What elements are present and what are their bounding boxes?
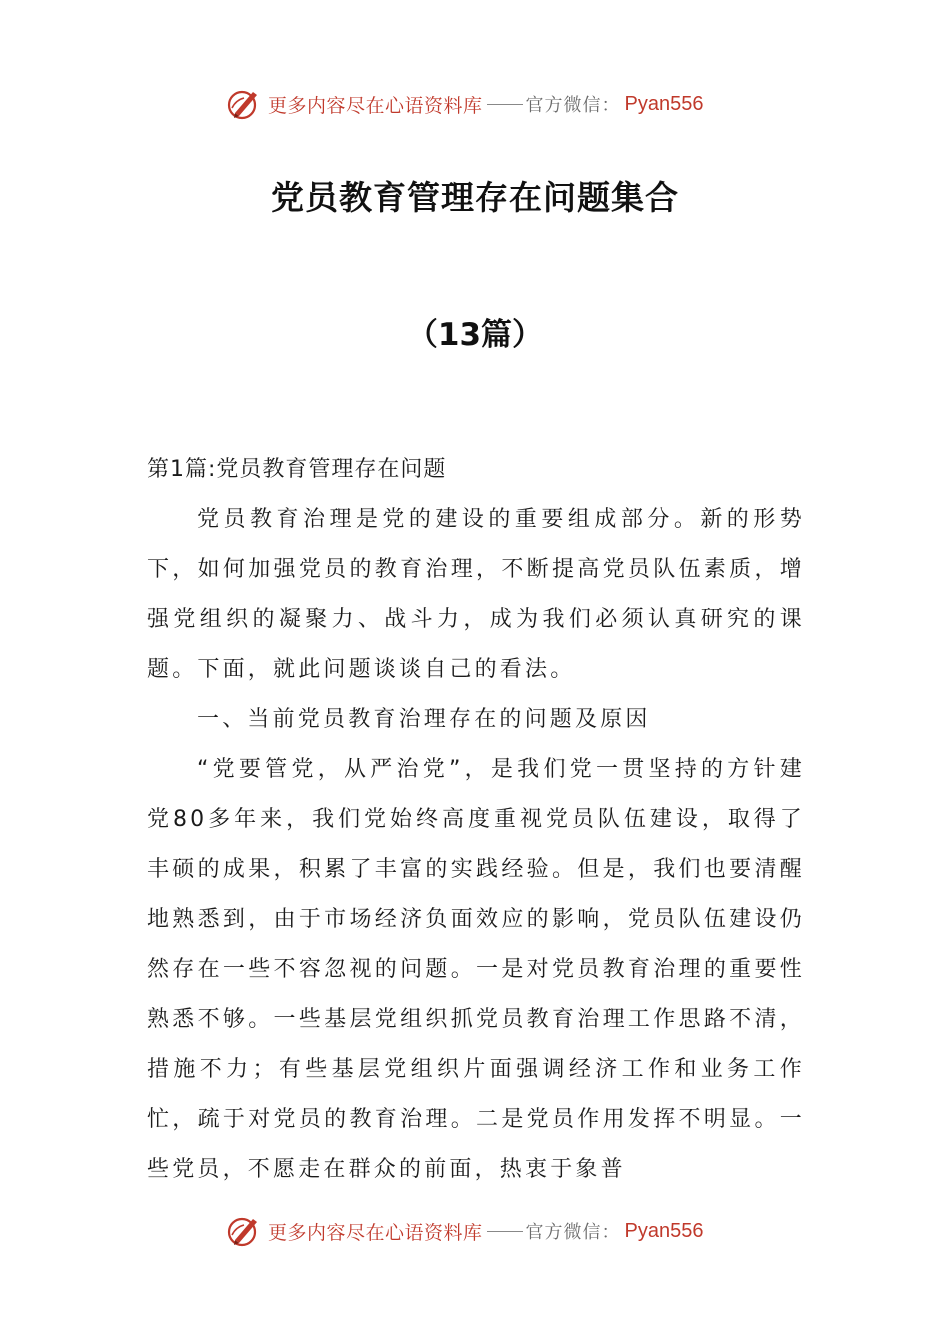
- paragraph: 党员教育治理是党的建设的重要组成部分。新的形势下，如何加强党员的教育治理，不断提高党员队伍素质，增强党组织的凝聚力、战斗力，成为我们必须认真研究的课题。下面，就此问题谈谈自己的看法。: [147, 507, 805, 682]
- banner-wechat-id: Pyan556: [624, 1219, 704, 1242]
- banner-text: 更多内容尽在心语资料库: [268, 94, 483, 117]
- pen-circle-logo-icon: [226, 86, 262, 122]
- document-subtitle: （13篇）: [406, 317, 544, 353]
- banner-separator: [487, 1231, 523, 1232]
- paragraph: “党要管党，从严治党”，是我们党一贯坚持的方针建党80多年来，我们党始终高度重视党员队伍建设，取得了丰硕的成果，积累了丰富的实践经验。但是，我们也要清醒地熟悉到，由于市场经济负面效应的影响，党员队伍建设仍然存在一些不容忽视的问题。一是对党员教育治理的重要性熟悉不够。一些基层党组织抓党员教育治理工作思路不清，措施不力；有些基层党组织片面强调经济工作和业务工作忙，疏于对党员的教育治理。二是党员作用发挥不明显。一些党员，不愿走在群众的前面，热衷于象普: [147, 757, 805, 1182]
- banner-text: 更多内容尽在心语资料库: [268, 1221, 483, 1244]
- banner-separator: [487, 104, 523, 105]
- section-heading: 第1篇:党员教育管理存在问题: [147, 457, 447, 482]
- banner-wechat-id: Pyan556: [624, 92, 704, 115]
- footer-banner: [226, 1211, 703, 1251]
- document-title: 党员教育管理存在问题集合: [271, 178, 679, 217]
- document-body: [147, 445, 805, 1195]
- banner-label: 官方微信：: [525, 95, 621, 116]
- pen-circle-logo-icon: [226, 1213, 262, 1249]
- header-banner: [226, 84, 703, 124]
- banner-label: 官方微信：: [525, 1222, 621, 1243]
- paragraph-heading: 一、当前党员教育治理存在的问题及原因: [197, 707, 651, 732]
